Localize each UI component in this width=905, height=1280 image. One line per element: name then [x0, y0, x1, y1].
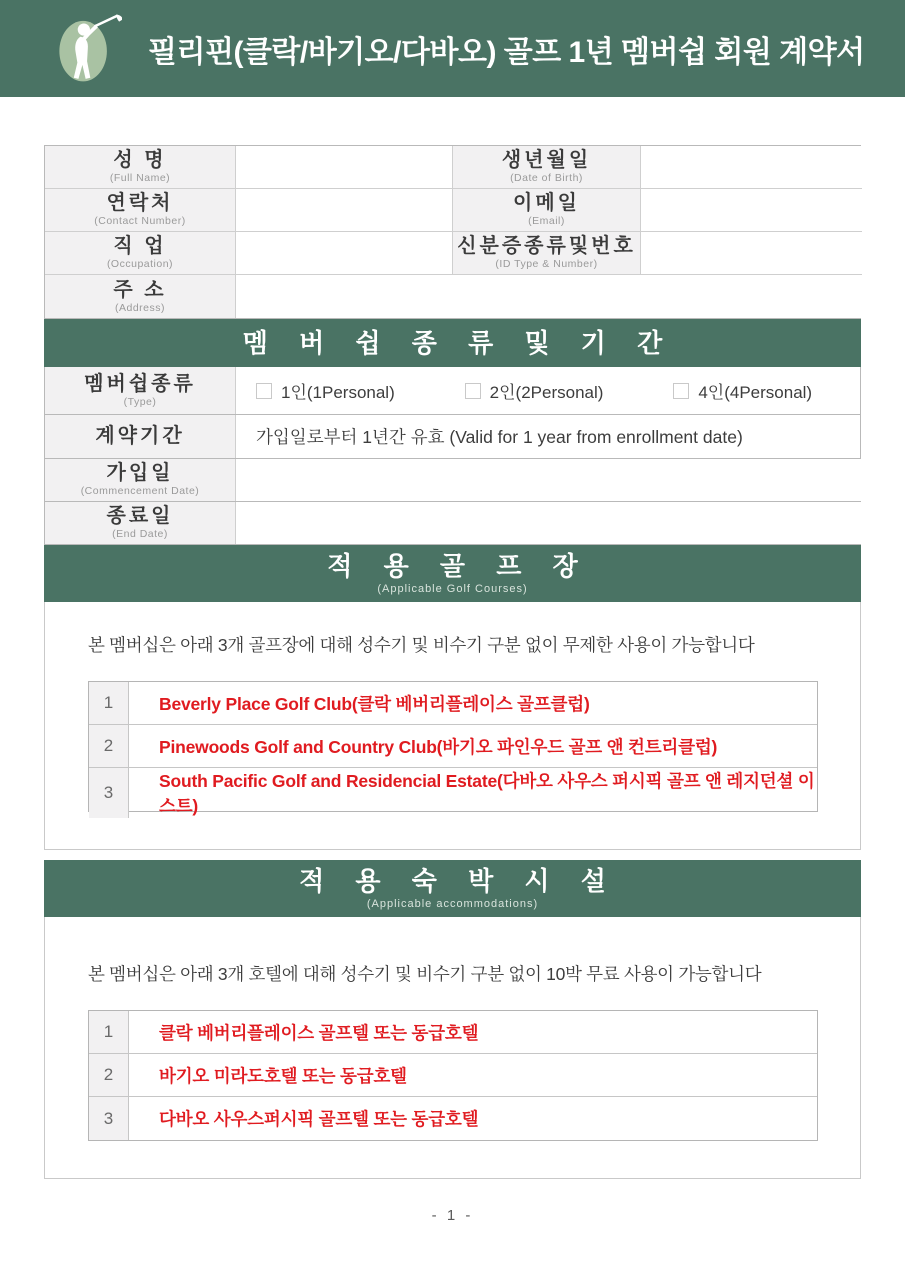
- hotel-name: 바기오 미라도호텔 또는 동급호텔: [159, 1065, 407, 1086]
- table-row: [89, 768, 817, 816]
- lodging-section-header: [44, 860, 861, 917]
- birth-date-input[interactable]: [641, 146, 862, 189]
- contract-term-row: [44, 415, 861, 459]
- full-name-input[interactable]: [236, 146, 453, 189]
- page-number: - 1 -: [431, 1207, 474, 1224]
- golf-course-name: Pinewoods Golf and Country Club(바기오 파인우드 골프 앤 컨트리클럽): [159, 736, 718, 757]
- lodging-section-title: 적 용 숙 박 시 설: [299, 866, 618, 897]
- option-2personal[interactable]: 2인(2Personal): [445, 378, 654, 403]
- hotel-name: 클락 베버리플레이스 골프텔 또는 동급호텔: [159, 1022, 479, 1043]
- contact-input[interactable]: [236, 189, 453, 232]
- lodging-section-subtitle: (Applicable accommodations): [366, 897, 539, 910]
- membership-type-options: [236, 367, 862, 414]
- contract-term-value: 가입일로부터 1년간 유효 (Valid for 1 year from enrollment date): [256, 427, 743, 447]
- membership-section-title: 멤 버 쉽 종 류 및 기 간: [242, 327, 675, 358]
- id-type-input[interactable]: [641, 232, 862, 275]
- membership-type-row: [44, 367, 861, 415]
- commencement-date-label: 가입일 (Commencement Date): [45, 459, 236, 501]
- table-row: [89, 1011, 817, 1054]
- end-date-input[interactable]: [236, 502, 862, 544]
- email-label: 이메일 (Email): [453, 189, 641, 232]
- contact-label: 연락처 (Contact Number): [45, 189, 236, 232]
- commencement-date-input[interactable]: [236, 459, 862, 501]
- section-gap: [44, 850, 861, 860]
- membership-type-label: 멤버쉽종류 (Type): [45, 367, 236, 414]
- golf-course-name: Beverly Place Golf Club(클락 베버리플레이스 골프클럽): [159, 693, 590, 714]
- contract-term-label: 계약기간: [45, 415, 236, 458]
- golf-section-subtitle: (Applicable Golf Courses): [377, 582, 528, 595]
- row-number: 2: [89, 725, 129, 767]
- lodging-section-description: 본 멤버십은 아래 3개 호텔에 대해 성수기 및 비수기 구분 없이 10박 무료 사용이 가능합니다: [88, 964, 762, 984]
- golfer-swing-icon: [50, 9, 122, 89]
- address-label: 주 소 (Address): [45, 275, 236, 318]
- address-input[interactable]: [236, 275, 862, 318]
- table-row: [89, 725, 817, 768]
- table-row: [89, 1097, 817, 1140]
- golf-section-header: [44, 545, 861, 602]
- end-date-row: [44, 502, 861, 545]
- occupation-input[interactable]: [236, 232, 453, 275]
- end-date-label: 종료일 (End Date): [45, 502, 236, 544]
- row-number: 1: [89, 682, 129, 724]
- golf-course-table: [88, 681, 818, 816]
- option-1personal[interactable]: 1인(1Personal): [236, 378, 445, 403]
- option-4personal[interactable]: 4인(4Personal): [653, 378, 862, 403]
- checkbox-2personal-icon[interactable]: [465, 383, 481, 399]
- page-header: [0, 0, 905, 97]
- table-row: [89, 1054, 817, 1097]
- id-type-label: 신분증종류및번호 (ID Type & Number): [453, 232, 641, 275]
- hotel-name: 다바오 사우스퍼시픽 골프텔 또는 동급호텔: [159, 1109, 479, 1129]
- golf-course-name: South Pacific Golf and Residencial Estate(다바오 사우스 퍼시픽 골프 앤 레지던셜 이스트): [159, 771, 815, 816]
- checkbox-1personal-icon[interactable]: [256, 383, 272, 399]
- header-gap: [0, 97, 905, 145]
- lodging-section-box: [44, 917, 861, 1179]
- checkbox-4personal-icon[interactable]: [673, 383, 689, 399]
- birth-date-label: 생년월일 (Date of Birth): [453, 146, 641, 189]
- membership-section-header: [44, 319, 861, 367]
- row-number: 1: [89, 1011, 129, 1053]
- email-input[interactable]: [641, 189, 862, 232]
- golf-section-title: 적 용 골 프 장: [327, 551, 590, 582]
- hotel-table: [88, 1010, 818, 1141]
- occupation-label: 직 업 (Occupation): [45, 232, 236, 275]
- commencement-date-row: [44, 459, 861, 502]
- golf-section-box: [44, 602, 861, 850]
- page-title: 필리핀(클락/바기오/다바오) 골프 1년 멤버쉽 회원 계약서: [148, 35, 865, 69]
- golf-section-description: 본 멤버십은 아래 3개 골프장에 대해 성수기 및 비수기 구분 없이 무제한 사용이 가능합니다: [88, 635, 755, 655]
- table-row: [89, 682, 817, 725]
- row-number: 2: [89, 1054, 129, 1096]
- content-area: [44, 145, 861, 1224]
- row-number: 3: [89, 1097, 129, 1140]
- full-name-label: 성 명 (Full Name): [45, 146, 236, 189]
- row-number: 3: [89, 768, 129, 818]
- personal-info-table: [44, 145, 861, 319]
